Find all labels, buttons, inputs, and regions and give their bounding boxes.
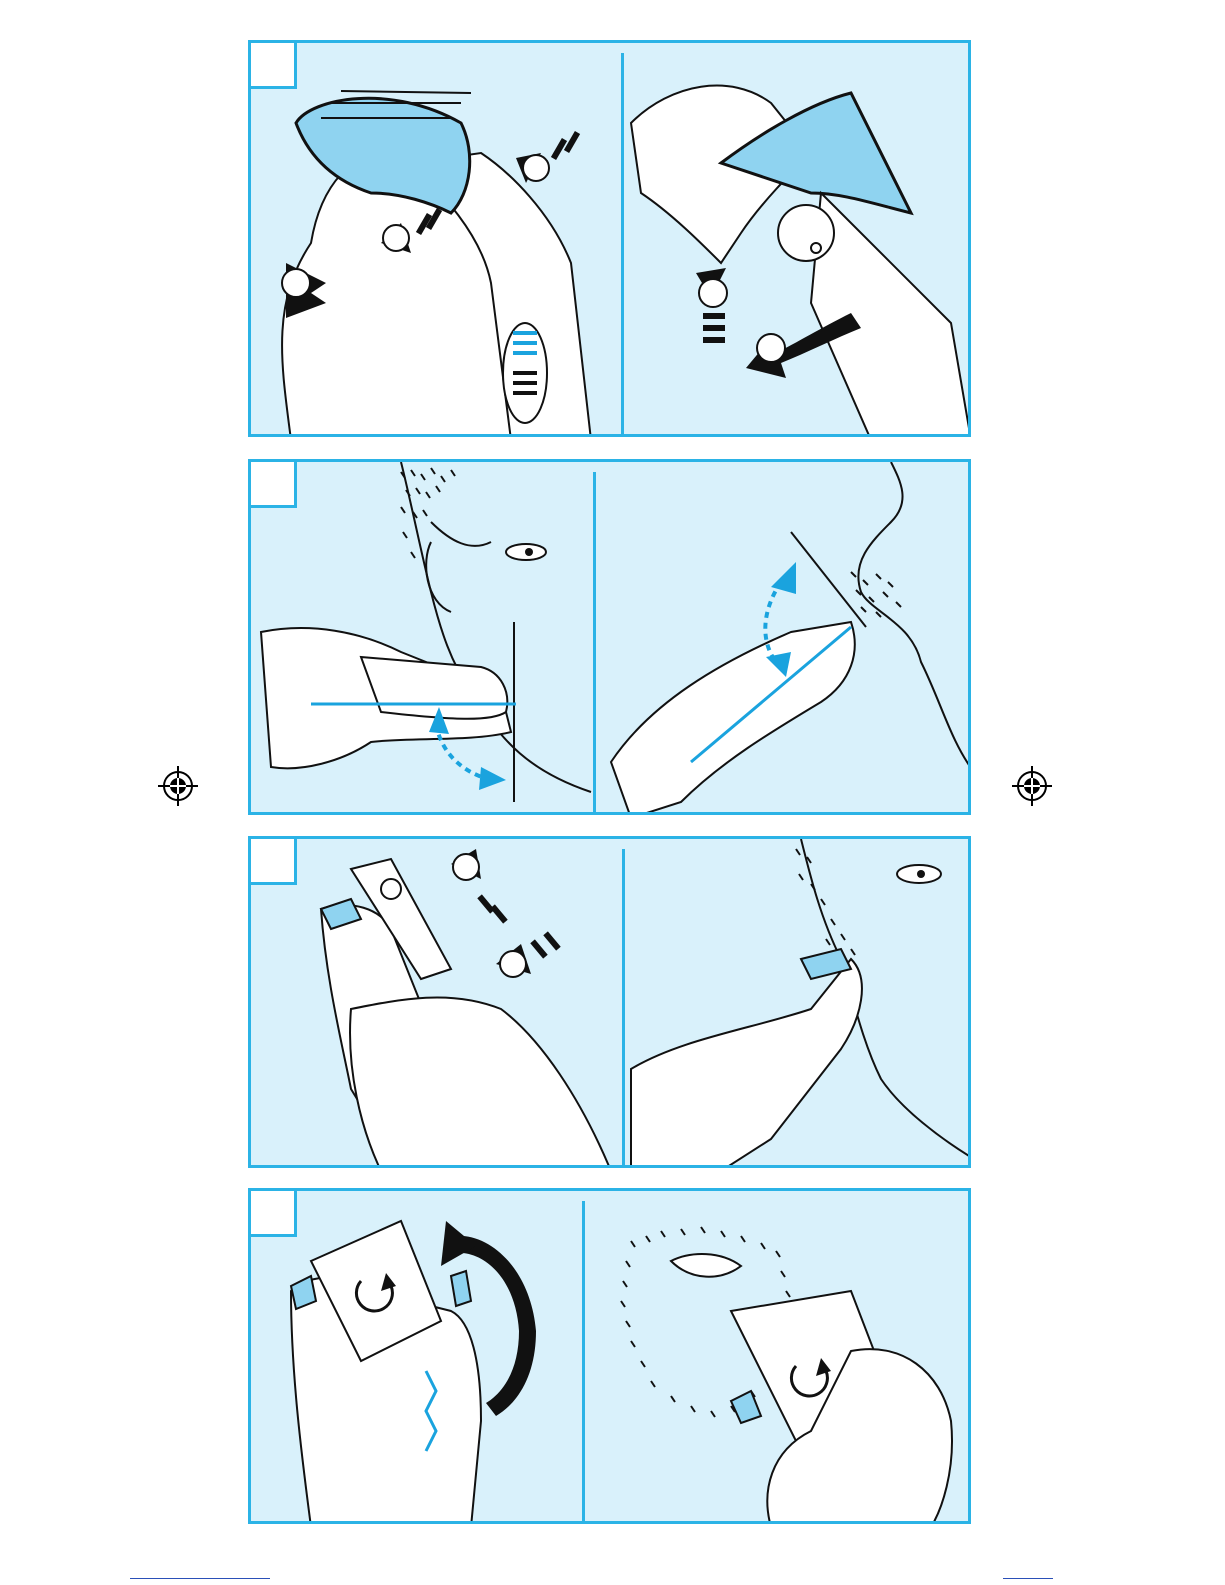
footer-rule: [1003, 1578, 1053, 1579]
registration-mark-right-icon: [1012, 766, 1052, 806]
footer-rule: [130, 1578, 270, 1579]
illustration-adjust-length: [251, 1191, 971, 1524]
illustration-attach-comb: [251, 43, 971, 437]
panel-pop-up-trimmer: [248, 836, 971, 1168]
panel-trimming-angle: [248, 459, 971, 815]
illustration-pop-up-trimmer: [251, 839, 971, 1168]
illustration-trimming-angle: [251, 462, 971, 815]
panel-adjust-length: [248, 1188, 971, 1524]
lift-arrow-icon: [451, 849, 561, 977]
panel-attach-comb: [248, 40, 971, 437]
registration-mark-left-icon: [158, 766, 198, 806]
